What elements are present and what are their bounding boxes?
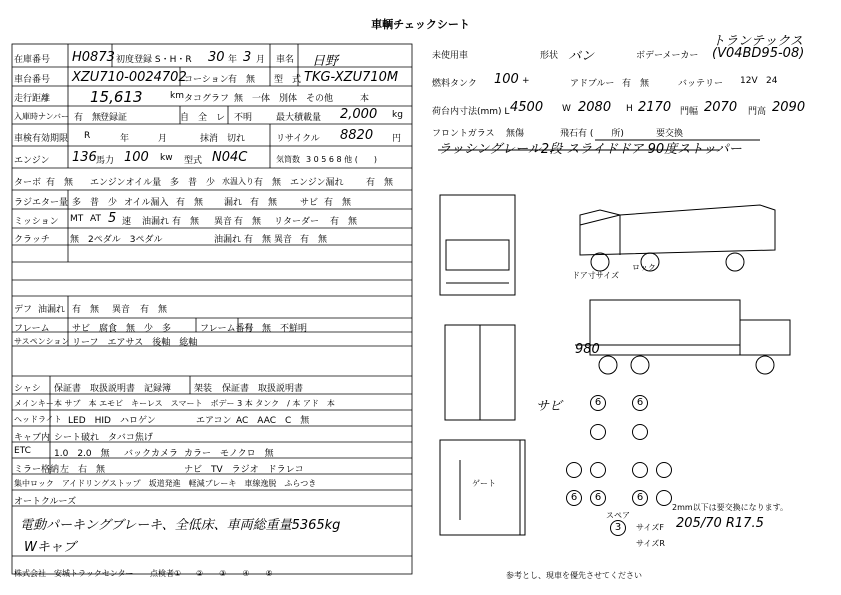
cab-label: キャブ内 xyxy=(14,433,51,443)
etc-opts: 1.0 2.0 無 xyxy=(54,449,110,459)
corsion-label: コーション xyxy=(184,75,229,85)
tire-mid-left xyxy=(590,424,606,440)
plate-reg-opts: 自 全 レ 不明 xyxy=(180,113,253,123)
ac-opts: AC AAC C 無 xyxy=(236,416,310,426)
lock-label: ロック xyxy=(632,263,656,272)
tire-rear-6: 6 xyxy=(590,490,606,506)
tacho-unit: 本 xyxy=(360,94,370,104)
engine-kw-unit: kw xyxy=(160,153,173,163)
rust-label: サビ xyxy=(300,198,319,208)
engine-oil-opts: 多 普 少 xyxy=(170,178,216,188)
engine-leak-label: エンジン漏れ xyxy=(290,178,344,188)
inspection-m: 月 xyxy=(158,134,168,144)
radiator-label: ラジエター量 xyxy=(14,198,69,208)
plate-opts: 有 無 xyxy=(74,113,102,123)
etc-label: ETC xyxy=(14,446,31,456)
tire-rear-1 xyxy=(566,462,582,478)
tire-note: 2mm以下は要交換になります。 xyxy=(672,503,789,512)
clutch-noise-label: 異音 xyxy=(274,235,293,245)
mission-speed: 5 xyxy=(108,211,117,226)
mission-mt: MT xyxy=(70,214,84,224)
size-f-label: サイズF xyxy=(636,523,664,532)
tire-rear-4 xyxy=(656,462,672,478)
key-label: メインキー xyxy=(14,399,54,408)
unused-label: 未使用車 xyxy=(432,51,469,61)
model-label: 型 式 xyxy=(274,75,302,85)
engine-hp-unit: 馬力 xyxy=(96,156,115,166)
engine-cc-label: 気筒数 xyxy=(276,155,300,164)
inspection-label: 車検有効期限 xyxy=(14,134,69,144)
recycle-label: リサイクル xyxy=(276,134,320,144)
footer-company: 株式会社 安城トラックセンター xyxy=(14,569,134,578)
first-reg-year-unit: 年 xyxy=(228,55,238,65)
susp-opts: リーフ エアサス 後軸 総軸 xyxy=(72,338,198,348)
gate-label: ゲート xyxy=(472,479,496,488)
inspection-y: 年 xyxy=(120,134,130,144)
water-leak-label: 水温入り xyxy=(222,177,254,186)
first-reg-year: 30 xyxy=(208,50,225,65)
noise-opts: 有 無 xyxy=(234,217,262,227)
tire-rear-5: 6 xyxy=(566,490,582,506)
engine-oil-label: エンジンオイル量 xyxy=(90,178,162,188)
cargo-w: 2080 xyxy=(578,100,612,115)
mileage-label: 走行距離 xyxy=(14,94,51,104)
engine-model: N04C xyxy=(212,150,248,165)
engine-leak-opts: 有 無 xyxy=(366,178,394,188)
clutch-noise-opts: 有 無 xyxy=(300,235,328,245)
model-value: TKG-XZU710M xyxy=(304,70,399,85)
frame-num-label: フレーム番号 xyxy=(200,324,254,334)
ac-label: エアコン xyxy=(196,416,232,426)
engine-model-label: 型式 xyxy=(184,156,203,166)
diff-label: デフ xyxy=(14,305,33,315)
tacho-opts: 無 一体 別体 その他 xyxy=(234,94,334,104)
footer-nums: ② ③ ④ ⑤ xyxy=(196,569,273,578)
susp-label: サスペンション xyxy=(14,337,70,346)
mission-oil-label: 油漏れ xyxy=(142,217,170,227)
inspection-opts: 抹消 切れ xyxy=(200,134,246,144)
tire-rear-7: 6 xyxy=(632,490,648,506)
mileage-unit: km xyxy=(170,91,184,101)
cargo-h-label: H xyxy=(626,104,633,114)
retarder-opts: 有 無 xyxy=(330,217,358,227)
fuel-plus: + xyxy=(522,76,530,86)
nav-opts: ナビ TV ラジオ ドラレコ xyxy=(184,465,304,475)
chassis-value: XZU710-0024702 xyxy=(72,70,187,85)
fuel-value: 100 xyxy=(494,72,519,87)
mission-label: ミッション xyxy=(14,217,59,227)
engine-hp: 136 xyxy=(72,150,97,165)
clutch-label: クラッチ xyxy=(14,235,50,245)
tire-rear-3 xyxy=(632,462,648,478)
stock-label: 在庫番号 xyxy=(14,55,51,65)
glass-label: フロントガラス xyxy=(432,129,495,139)
footer-checker: 点検者① xyxy=(150,569,182,578)
frame-num-opts: 有 無 不鮮明 xyxy=(244,324,308,334)
cruise-label: オートクルーズ xyxy=(14,497,77,507)
stock-value: H0873 xyxy=(72,50,115,65)
mirror-label: ミラー格納 xyxy=(14,465,60,475)
key-text: 本 サブ 本 エモビ キーレス スマート ボデー 3 本 タンク / 本 アド 本 xyxy=(54,399,335,408)
shape-value: バン xyxy=(568,49,595,64)
door-w: 2070 xyxy=(704,100,738,115)
footer-note: 参考とし、現車を優先させてください xyxy=(506,571,642,580)
first-reg-label: 初度登録 S・H・R xyxy=(116,55,192,65)
oil-leak-opts: 有 無 xyxy=(176,198,204,208)
clutch-opts: 無 2ペダル 3ペダル xyxy=(70,235,163,245)
body-maker-code: (V04BD95-08) xyxy=(712,46,805,61)
engine-label: エンジン xyxy=(14,156,50,166)
corsion-opts: 有 無 xyxy=(228,75,256,85)
chip-label: 飛石有 ( 所) xyxy=(560,129,624,139)
fuel-label: 燃料タンク xyxy=(432,79,477,89)
camera-label: バックカメラ xyxy=(124,449,179,459)
tire-rear-8 xyxy=(656,490,672,506)
water-leak-opts: 有 無 xyxy=(254,178,282,188)
door-h-label: 門高 xyxy=(748,107,767,117)
tire-rear-2 xyxy=(590,462,606,478)
tire-front-left: 6 xyxy=(590,395,606,411)
tire-front-right: 6 xyxy=(632,395,648,411)
glass-opts: 無傷 xyxy=(506,129,525,139)
retarder-label: リターダー xyxy=(274,217,320,227)
spare-label: スペア xyxy=(606,511,630,520)
cab-opts: シート破れ タバコ焦げ xyxy=(54,433,153,443)
plate-label: 入庫時ナンバー xyxy=(14,112,70,121)
camera-opts: カラー モノクロ 無 xyxy=(184,449,274,459)
engine-kw: 100 xyxy=(124,150,149,165)
noise-label: 異音 xyxy=(214,217,233,227)
car-name-value: 日野 xyxy=(312,54,339,69)
size-r-label: サイズR xyxy=(636,539,665,548)
leak-label: 漏れ xyxy=(224,198,243,208)
cargo-l: 4500 xyxy=(510,100,544,115)
battery-label: バッテリー xyxy=(678,79,724,89)
radiator-opts: 多 普 少 xyxy=(72,198,118,208)
max-load-label: 最大積載量 xyxy=(276,113,322,123)
first-reg-month-unit: 月 xyxy=(256,55,266,65)
hand-note: ラッシングレール2段 スライドドア 90度ストッパー xyxy=(438,142,742,157)
equip-opts: 集中ロック アイドリングストップ 坂道発進 軽減ブレーキ 車線逸脱 ふらつき xyxy=(14,479,317,488)
adblue-opts: 有 無 xyxy=(622,79,650,89)
max-load-unit: kg xyxy=(392,110,403,120)
mission-speed-unit: 速 xyxy=(122,217,132,227)
clutch-oil-label: 油漏れ xyxy=(214,235,242,245)
chassis2-opts: 保証書 取扱説明書 記録簿 xyxy=(54,384,172,394)
leak-opts: 有 無 xyxy=(250,198,278,208)
size-f-value: 205/70 R17.5 xyxy=(676,516,764,531)
note-line-1: 電動パーキングブレーキ、全低床、車両総重量5365kg xyxy=(20,518,341,533)
car-name-label: 車名 xyxy=(276,55,295,65)
headlight-opts: LED HID ハロゲン xyxy=(68,416,156,426)
turbo-opts: 有 無 xyxy=(46,178,74,188)
shape-label: 形状 xyxy=(540,51,559,61)
mirror-opts: 左 右 無 xyxy=(60,465,106,475)
first-reg-month: 3 xyxy=(243,50,252,65)
diff-oil-opts: 有 無 xyxy=(72,305,100,315)
door-h: 2090 xyxy=(772,100,806,115)
recycle-unit: 円 xyxy=(392,134,402,144)
max-load-value: 2,000 xyxy=(340,107,378,122)
inspection-r: R xyxy=(84,131,91,141)
clutch-oil-opts: 有 無 xyxy=(244,235,272,245)
chassis-label: 車台番号 xyxy=(14,75,51,85)
engine-cc: 3 0 5 6 8 他 ( ) xyxy=(306,155,377,164)
headlight-label: ヘッドライト xyxy=(14,415,62,424)
recycle-value: 8820 xyxy=(340,128,374,143)
mileage-value: 15,613 xyxy=(90,88,143,106)
mission-at: AT xyxy=(90,214,101,224)
cargo-w-label: W xyxy=(562,104,571,114)
chassis2-label: シャシ xyxy=(14,384,41,394)
adblue-label: アドブルー xyxy=(570,79,615,89)
door-w-label: 門幅 xyxy=(680,107,699,117)
diff-noise-opts: 有 無 xyxy=(140,305,168,315)
plate-reg: 登録証 xyxy=(100,113,128,123)
spare-value: 3 xyxy=(610,520,626,536)
warranty-label: 架装 xyxy=(194,384,213,394)
battery-24: 24 xyxy=(766,76,778,86)
body-maker-label: ボデーメーカー xyxy=(636,51,699,61)
rust-opts: 有 無 xyxy=(324,198,352,208)
tire-mid-right xyxy=(632,424,648,440)
rust-note: サビ xyxy=(536,399,563,414)
cargo-label: 荷台内寸法(mm) L xyxy=(432,107,510,117)
turbo-label: ターボ xyxy=(14,178,42,188)
length-mark: 980 xyxy=(575,342,600,357)
cargo-h: 2170 xyxy=(638,100,672,115)
warranty-opts: 保証書 取扱説明書 xyxy=(222,384,304,394)
oil-leak-label: オイル漏入 xyxy=(124,198,169,208)
diff-noise: 異音 xyxy=(112,305,131,315)
page-title: 車輌チェックシート xyxy=(371,18,470,31)
mission-oil-opts: 有 無 xyxy=(172,217,200,227)
diff-oil: 油漏れ xyxy=(38,305,66,315)
battery-12: 12V xyxy=(740,76,758,86)
door-size-label: ドア寸サイズ xyxy=(572,271,620,280)
body-maker-value: トランテックス xyxy=(712,34,803,49)
chip-replace: 要交換 xyxy=(656,129,684,139)
tacho-label: タコグラフ xyxy=(184,94,230,104)
note-line-2: Wキャブ xyxy=(24,540,76,555)
frame-label: フレーム xyxy=(14,324,50,334)
frame-rust: サビ 腐食 無 少 多 xyxy=(72,324,172,334)
